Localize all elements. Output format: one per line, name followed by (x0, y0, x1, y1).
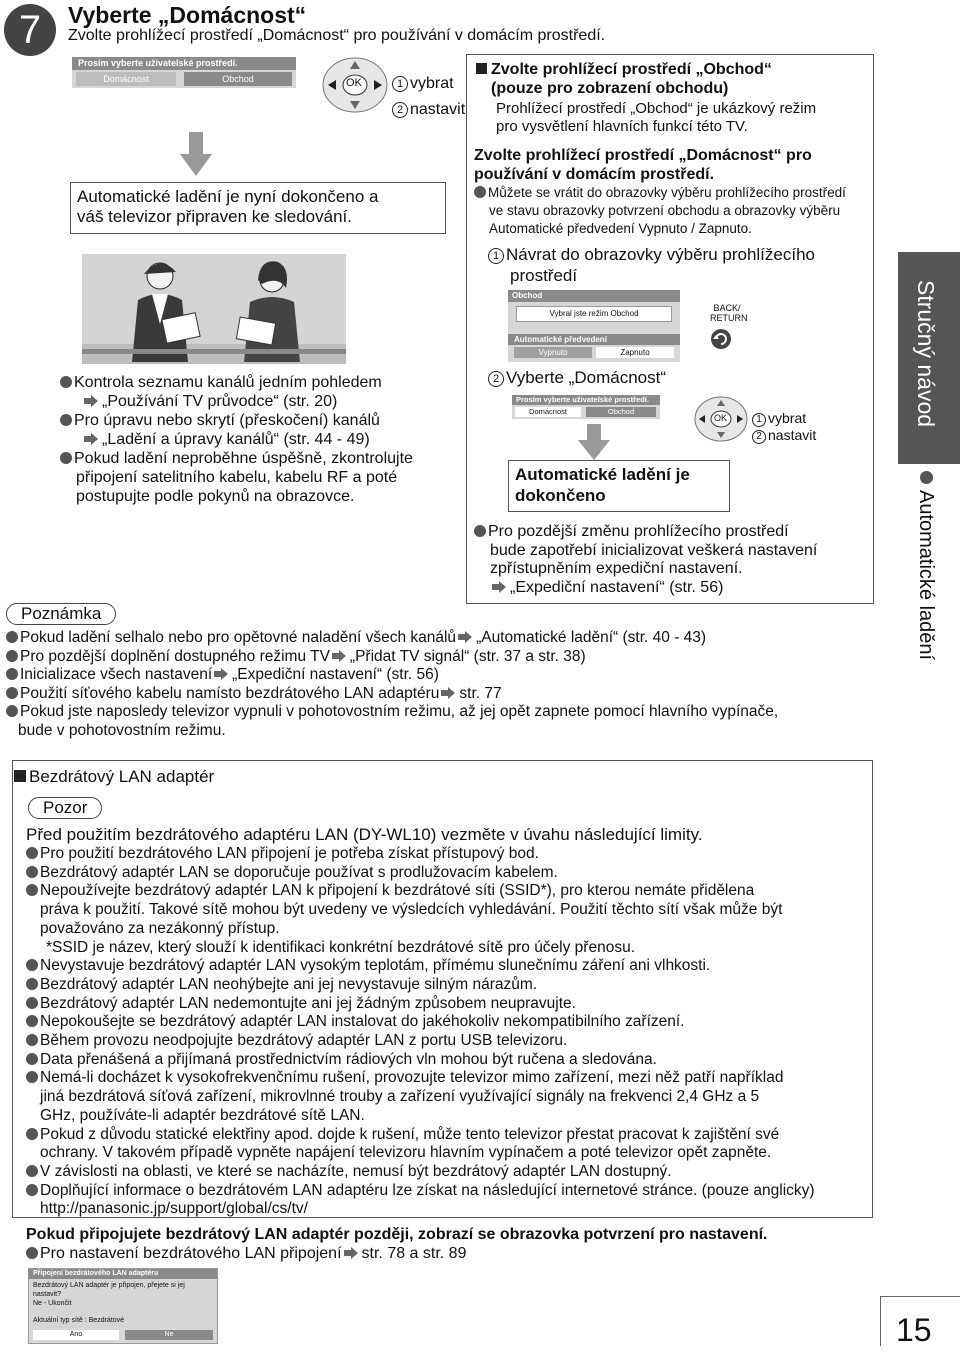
lan-later-a: Pro nastavení bezdrátového LAN připojení (40, 1245, 342, 1262)
note-label: Poznámka (6, 603, 116, 625)
reference-arrow-icon (332, 650, 346, 662)
osd-env-header: Prosím vyberte uživatelské prostředí. (512, 395, 660, 405)
step-number-badge: 7 (4, 4, 56, 56)
lan-caution-item: ochrany. V takovém případě vypněte napájení televizoru hlavním vypínačem a poté televizor opět zapněte. (40, 1144, 772, 1162)
page-rule-vertical (880, 1296, 881, 1346)
bullet-dot-icon (26, 866, 38, 878)
lan-caution-text: Nevystavuje bezdrátový adaptér LAN vysokým teplotám, přímému slunečnímu záření ani vlhkosti. (40, 957, 711, 975)
note-2b[interactable]: „Přidat TV signál“ (str. 37 a str. 38) (349, 647, 586, 665)
bullet-dot-icon (26, 847, 38, 859)
ref-tv-guide[interactable]: „Používání TV průvodce“ (str. 20) (102, 393, 338, 410)
lan-caution-text: Pro použití bezdrátového LAN připojení je potřeba získat přístupový bod. (40, 845, 539, 862)
osd-lan-no[interactable]: Ne (125, 1330, 213, 1340)
osd-env-shop[interactable]: Obchod (586, 407, 656, 417)
done-line-2: váš televizor připraven ke sledování. (77, 207, 352, 226)
osd-environment-select-small (512, 395, 660, 419)
osd-header: Prosím vyberte uživatelské prostředí. (72, 57, 296, 70)
note-2a: Pro pozdější doplnění dostupného režimu TV (20, 647, 330, 665)
step-circle-1: 1 (488, 248, 504, 264)
bullet-dot-icon (26, 1165, 38, 1177)
ref-channel-edit[interactable]: „Ladění a úpravy kanálů“ (str. 44 - 49) (102, 431, 370, 448)
note-4a: Použití síťového kabelu namísto bezdrátového LAN adaptéru (20, 684, 440, 702)
step-circle-2: 2 (752, 430, 766, 444)
shop-title-2: (pouze pro zobrazení obchodu) (491, 80, 729, 97)
step1-line-2: prostředí (510, 266, 578, 285)
shop-desc-1: Prohlížecí prostředí „Obchod“ je ukázkový režim (496, 100, 817, 117)
home-desc-2: ve stavu obrazovky potvrzení obchodu a obrazovky výběru (489, 203, 841, 218)
note-5-line-2: bude v pohotovostním režimu. (18, 721, 226, 739)
reference-arrow-icon (84, 395, 98, 407)
select-label: vybrat (768, 410, 807, 426)
step-subtitle: Zvolte prohlížecí prostředí „Domácnost“ pro používání v domácím prostředí. (68, 27, 606, 44)
done-line-1: Automatické ladění je (515, 465, 690, 484)
side-sub-label: Automatické ladění (915, 490, 937, 661)
note-3a: Inicializace všech nastavení (20, 666, 213, 684)
lan-caution-item (26, 864, 815, 883)
lan-caution-item (26, 1051, 815, 1070)
osd-lan-line-1: Bezdrátový LAN adaptér je připojen, přejete si jej (33, 1282, 185, 1289)
osd-demo-off[interactable]: Vypnuto (514, 347, 592, 358)
lan-caution-list (26, 845, 815, 1219)
bullet-dot-icon (26, 1034, 38, 1046)
lan-caution-text: Nepokoušejte se bezdrátový adaptér LAN instalovat do jakéhokoliv nekompatibilního zařízení. (40, 1013, 685, 1031)
lan-caution-item: jiná bezdrátová síťová zařízení, mikrovlnné trouby a zařízení využívající signály na frekvenci 2,4 GHz a 5 (40, 1088, 760, 1106)
bullet-dot-icon (26, 1053, 38, 1065)
bullet-dot-icon (26, 959, 38, 971)
later-line-2: bude zapotřebí inicializovat veškerá nastavení (490, 541, 818, 559)
ok-button-label: OK (346, 77, 362, 89)
lan-caution-item (26, 1126, 815, 1145)
osd-shop-message: Vybral jste režim Obchod (516, 306, 672, 322)
lan-caution-item (26, 995, 815, 1014)
osd-lan-line-4: Aktuální typ sítě : Bezdrátové (33, 1317, 125, 1324)
back-return-button-icon (710, 328, 732, 355)
step-title: Vyberte „Domácnost“ (68, 2, 307, 28)
bullet-edit-channels: Pro úpravu nebo skrytí (přeskočení) kanálů (60, 412, 380, 430)
osd-env-home[interactable]: Domácnost (515, 407, 581, 417)
osd-shop-header: Obchod (508, 290, 680, 302)
reference-arrow-icon (458, 631, 472, 643)
lan-caution-text: Bezdrátový adaptér LAN nedemontujte ani jej žádným způsobem neupravujte. (40, 994, 576, 1012)
page-rule-horizontal (880, 1296, 960, 1297)
note-4b[interactable]: str. 77 (459, 684, 502, 702)
caution-label: Pozor (28, 797, 102, 819)
section-square-icon (14, 770, 26, 782)
osd-environment-select (72, 57, 296, 88)
side-tab-label: Stručný návod (913, 280, 939, 428)
home-title-1: Zvolte prohlížecí prostředí „Domácnost“ pro (474, 147, 812, 164)
bullet-dot-icon (26, 997, 38, 1009)
lan-caution-item: považováno za nezákonný přístup. (40, 919, 280, 937)
osd-lan-line-3: Ne - Ukončit (33, 1300, 72, 1307)
page-number: 15 (896, 1312, 932, 1348)
lan-caution-text: Nepoužívejte bezdrátový adaptér LAN k připojení k bezdrátové síti (SSID*), pro kterou nemáte přidělena (40, 882, 755, 900)
shop-title-1: Zvolte prohlížecí prostředí „Obchod“ (491, 61, 772, 78)
osd-lan-line-2: nastavit? (33, 1291, 62, 1298)
bullet-dot-icon (26, 1015, 38, 1027)
section-square-icon (476, 63, 487, 74)
lan-caution-item (26, 1069, 815, 1088)
lan-caution-text: Pokud z důvodu statické elektřiny apod. dojde k rušení, může tento televizor přestat pracovat k zajištění své (40, 1125, 780, 1143)
osd-option-home[interactable]: Domácnost (76, 72, 176, 86)
bullet-dot-icon (26, 1128, 38, 1140)
home-title-2: používání v domácím prostředí. (474, 166, 715, 183)
reference-arrow-icon (492, 581, 506, 593)
set-label: nastavit (410, 101, 466, 118)
lan-caution-item[interactable]: http://panasonic.jp/support/global/cs/tv/ (40, 1200, 308, 1218)
reference-arrow-icon (344, 1247, 358, 1259)
ok-button-label: OK (714, 413, 728, 423)
later-line-1: Pro pozdější změnu prohlížecího prostředí (488, 523, 789, 540)
tuning-failed-line-3: postupujte podle pokynů na obrazovce. (76, 488, 355, 505)
note-1a: Pokud ladění selhalo nebo pro opětovné naladění všech kanálů (20, 629, 457, 646)
bullet-dot-icon (26, 1184, 38, 1196)
lan-caution-text: Během provozu neodpojujte bezdrátový adaptér LAN z portu USB televizoru. (40, 1032, 568, 1050)
lan-heading: Bezdrátový LAN adaptér (29, 767, 215, 786)
step2-text: Vyberte „Domácnost“ (506, 368, 666, 387)
bullet-dot-icon (26, 1071, 38, 1083)
lan-caution-item (26, 957, 815, 976)
lan-caution-text: V závislosti na oblasti, ve které se nacházíte, nemusí být bezdrátový adaptér LAN dostupný. (40, 1162, 672, 1180)
lan-caution-item (26, 845, 815, 864)
down-arrow-icon (180, 132, 212, 181)
osd-lan-connect-dialog (28, 1268, 218, 1344)
home-desc-1: Můžete se vrátit do obrazovky výběru prohlížecího prostředí (488, 185, 846, 200)
osd-shop-screen (508, 290, 680, 362)
osd-lan-header: Připojení bezdrátového LAN adaptéru (29, 1269, 217, 1279)
later-line-3: zpřístupněním expediční nastavení. (490, 560, 743, 577)
osd-demo-on[interactable]: Zapnuto (596, 347, 674, 358)
tuning-done-box (508, 460, 730, 512)
ref-shipping-settings[interactable]: „Expediční nastavení“ (str. 56) (510, 578, 724, 596)
lan-caution-text: Nemá-li docházet k vysokofrekvenčnímu rušení, provozujte televizor mimo zařízení, mezi něž patří například (40, 1069, 784, 1087)
step-circle-2: 2 (488, 371, 504, 387)
note-3b[interactable]: „Expediční nastavení“ (str. 56) (232, 666, 439, 684)
lan-caution-item: *SSID je název, který slouží k identifikaci konkrétní bezdrátové sítě pro účely přenosu. (46, 938, 635, 956)
back-label-2: RETURN (710, 313, 748, 323)
lan-later-bold: Pokud připojujete bezdrátový LAN adaptér později, zobrazí se obrazovka potvrzení pro nastavení. (26, 1226, 768, 1243)
reference-arrow-icon (214, 668, 228, 680)
set-label: nastavit (768, 427, 817, 443)
bullet-tuning-failed: Pokud ladění neproběhne úspěšně, zkontrolujte (60, 450, 413, 468)
reference-arrow-icon (441, 687, 455, 699)
select-label: vybrat (410, 75, 454, 92)
lan-caution-text: Doplňující informace o bezdrátovém LAN adaptéru lze získat na následující internetové stránce. (pouze anglicky) (40, 1181, 815, 1199)
down-arrow-icon (578, 424, 610, 465)
lan-caution-item (26, 1032, 815, 1051)
back-label-1: BACK/ (713, 303, 741, 313)
note-5-line-1: Pokud jste naposledy televizor vypnuli v pohotovostním režimu, až jej opět zapnete pomocí hlavního vypínače, (20, 703, 779, 721)
osd-option-shop[interactable]: Obchod (184, 72, 292, 86)
done-line-2: dokončeno (515, 486, 606, 505)
step-circle-1: 1 (752, 413, 766, 427)
step-circle-2: 2 (392, 102, 408, 118)
people-watching-illustration (82, 254, 346, 364)
lan-caution-item (26, 976, 815, 995)
tuning-complete-box (70, 182, 446, 234)
lan-caution-item (26, 1163, 815, 1182)
lan-caution-item: GHz, používáte-li adaptér bezdrátové sítě LAN. (40, 1106, 365, 1124)
lan-later-b[interactable]: str. 78 a str. 89 (361, 1245, 467, 1262)
shop-desc-2: pro vysvětlení hlavních funkcí této TV. (496, 118, 748, 135)
step1-line-1: Návrat do obrazovky výběru prohlížecího (506, 245, 815, 264)
lan-caution-item (26, 882, 815, 901)
lan-caution-text: Bezdrátový adaptér LAN se doporučuje používat s prodlužovacím kabelem. (40, 863, 558, 881)
lan-caution-item: práva k použití. Takové sítě mohou být uvedeny ve výsledcích vyhledávání. Použití těchto sítí však může být (40, 901, 783, 919)
home-desc-3: Automatické předvedení Vypnuto / Zapnuto. (489, 221, 752, 236)
lan-caution-item (26, 1182, 815, 1201)
note-1b[interactable]: „Automatické ladění“ (str. 40 - 43) (476, 629, 707, 646)
lan-caution-text: Data přenášená a přijímaná prostřednictvím rádiových vln mohou být ručena a sledována. (40, 1050, 657, 1068)
done-line-1: Automatické ladění je nyní dokončeno a (77, 187, 379, 206)
step-circle-1: 1 (392, 76, 408, 92)
side-dot-icon (920, 470, 935, 488)
bullet-dot-icon (26, 978, 38, 990)
reference-arrow-icon (84, 433, 98, 445)
lan-intro: Před použitím bezdrátového adaptéru LAN (DY-WL10) vezměte v úvahu následující limity. (26, 825, 703, 844)
remote-nav-pad-small (694, 396, 748, 442)
lan-caution-item (26, 1013, 815, 1032)
lan-caution-text: Bezdrátový adaptér LAN neohýbejte ani jej nevystavuje silným nárazům. (40, 975, 538, 993)
bullet-dot-icon (26, 884, 38, 896)
bullet-channel-list: Kontrola seznamu kanálů jedním pohledem (60, 374, 382, 392)
tuning-failed-line-2: připojení satelitního kabelu, kabelu RF a poté (76, 469, 398, 486)
osd-lan-yes[interactable]: Ano (33, 1330, 119, 1340)
remote-nav-pad (322, 56, 388, 114)
osd-demo-header: Automatické předvedení (508, 334, 680, 345)
